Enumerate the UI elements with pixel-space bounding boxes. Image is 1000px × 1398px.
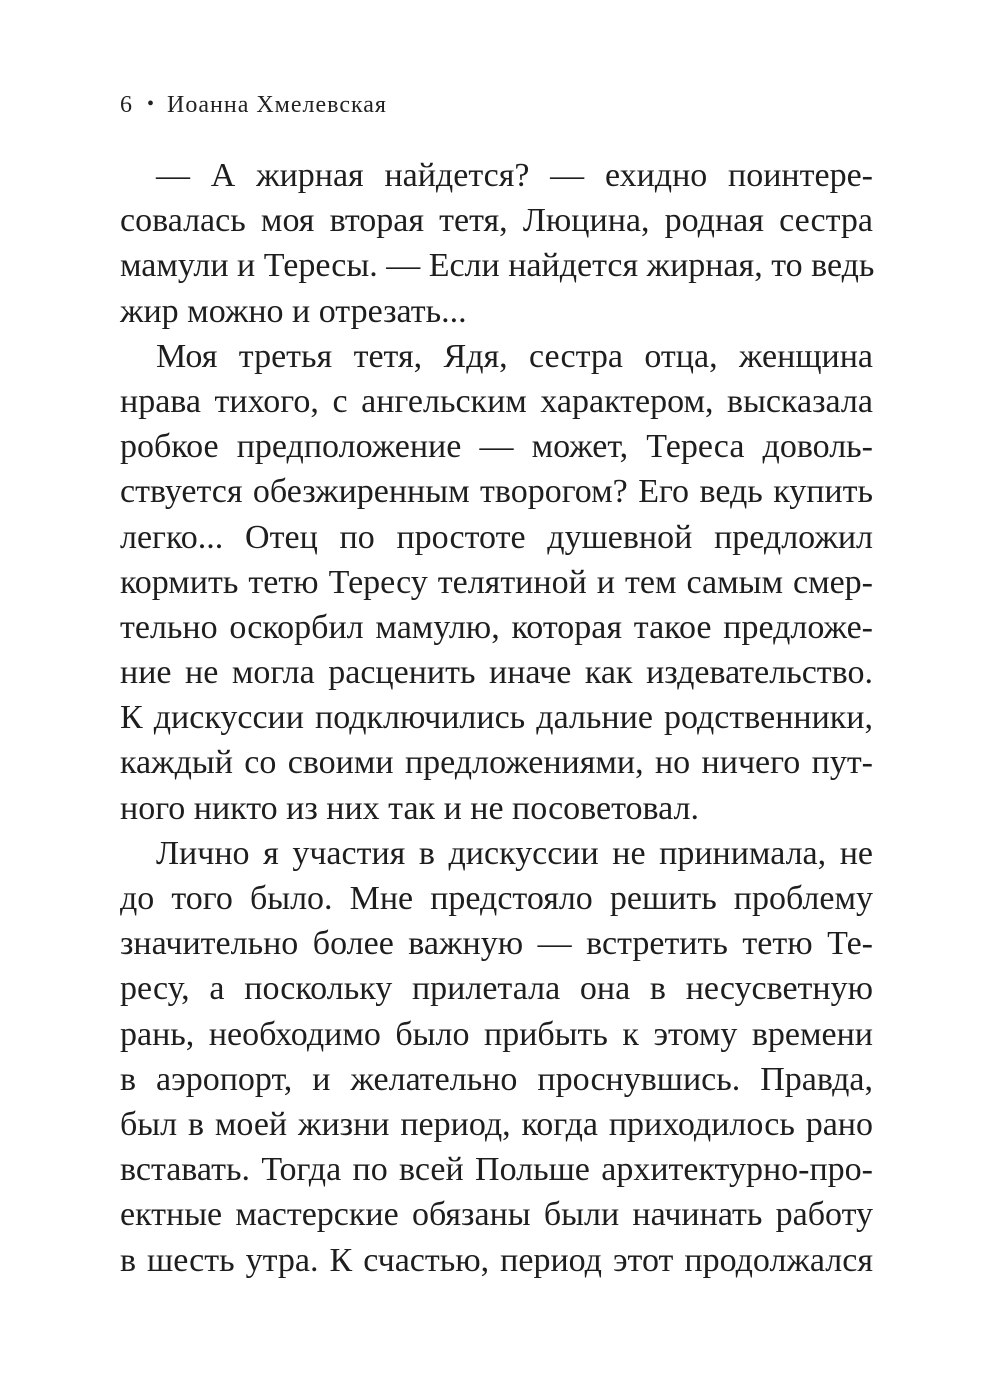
running-head	[120, 92, 387, 119]
text-line: — А жирная найдется? — ехидно поинтере-	[156, 157, 873, 194]
body-text	[120, 153, 873, 1283]
text-line: К дискуссии подключились дальние родственники,	[120, 699, 873, 737]
paragraph	[120, 831, 873, 1283]
text-line: вставать. Тогда по всей Польше архитектурно-про-	[120, 1151, 873, 1189]
text-line: робкое предположение — может, Тереса доволь-	[120, 428, 873, 466]
author-name: Иоанна Хмелевская	[167, 92, 387, 118]
paragraph	[120, 153, 873, 334]
text-line: кормить тетю Тересу телятиной и тем самым смер-	[120, 563, 873, 601]
header-separator: •	[147, 93, 156, 115]
text-line: ние не могла расценить иначе как издевательство.	[120, 654, 873, 692]
text-line: до того было. Мне предстояло решить проблему	[120, 880, 873, 917]
text-line: был в моей жизни период, когда приходилось рано	[120, 1105, 873, 1143]
text-line: ствуется обезжиренным творогом? Его ведь купить	[120, 473, 873, 511]
text-line: ектные мастерские обязаны были начинать работу	[120, 1196, 873, 1234]
text-line: совалась моя вторая тетя, Люцина, родная сестра	[120, 202, 873, 240]
text-line: каждый со своими предложениями, но ничего пут-	[120, 744, 873, 782]
text-line: Лично я участия в дискуссии не принимала, не	[156, 834, 873, 872]
page-number: 6	[120, 92, 133, 118]
text-line: рань, необходимо было прибыть к этому времени	[120, 1015, 873, 1053]
text-line: мамули и Тересы. — Если найдется жирная, то ведь	[120, 247, 875, 285]
text-line: Моя третья тетя, Ядя, сестра отца, женщина	[156, 337, 873, 375]
text-line: значительно более важную — встретить тетю Те-	[120, 925, 873, 963]
paragraph	[120, 334, 873, 831]
text-line: жир можно и отрезать...	[120, 292, 467, 330]
text-line: в шесть утра. К счастью, период этот продолжался	[120, 1241, 873, 1279]
text-line: ного никто из них так и не посоветовал.	[120, 789, 699, 827]
text-line: в аэропорт, и желательно проснувшись. Правда,	[120, 1060, 873, 1098]
text-line: ресу, а поскольку прилетала она в несусветную	[120, 970, 873, 1008]
text-line: легко... Отец по простоте душевной предложил	[120, 518, 873, 556]
text-line: нрава тихого, с ангельским характером, высказала	[120, 382, 873, 420]
text-line: тельно оскорбил мамулю, которая такое предложе-	[120, 608, 873, 646]
